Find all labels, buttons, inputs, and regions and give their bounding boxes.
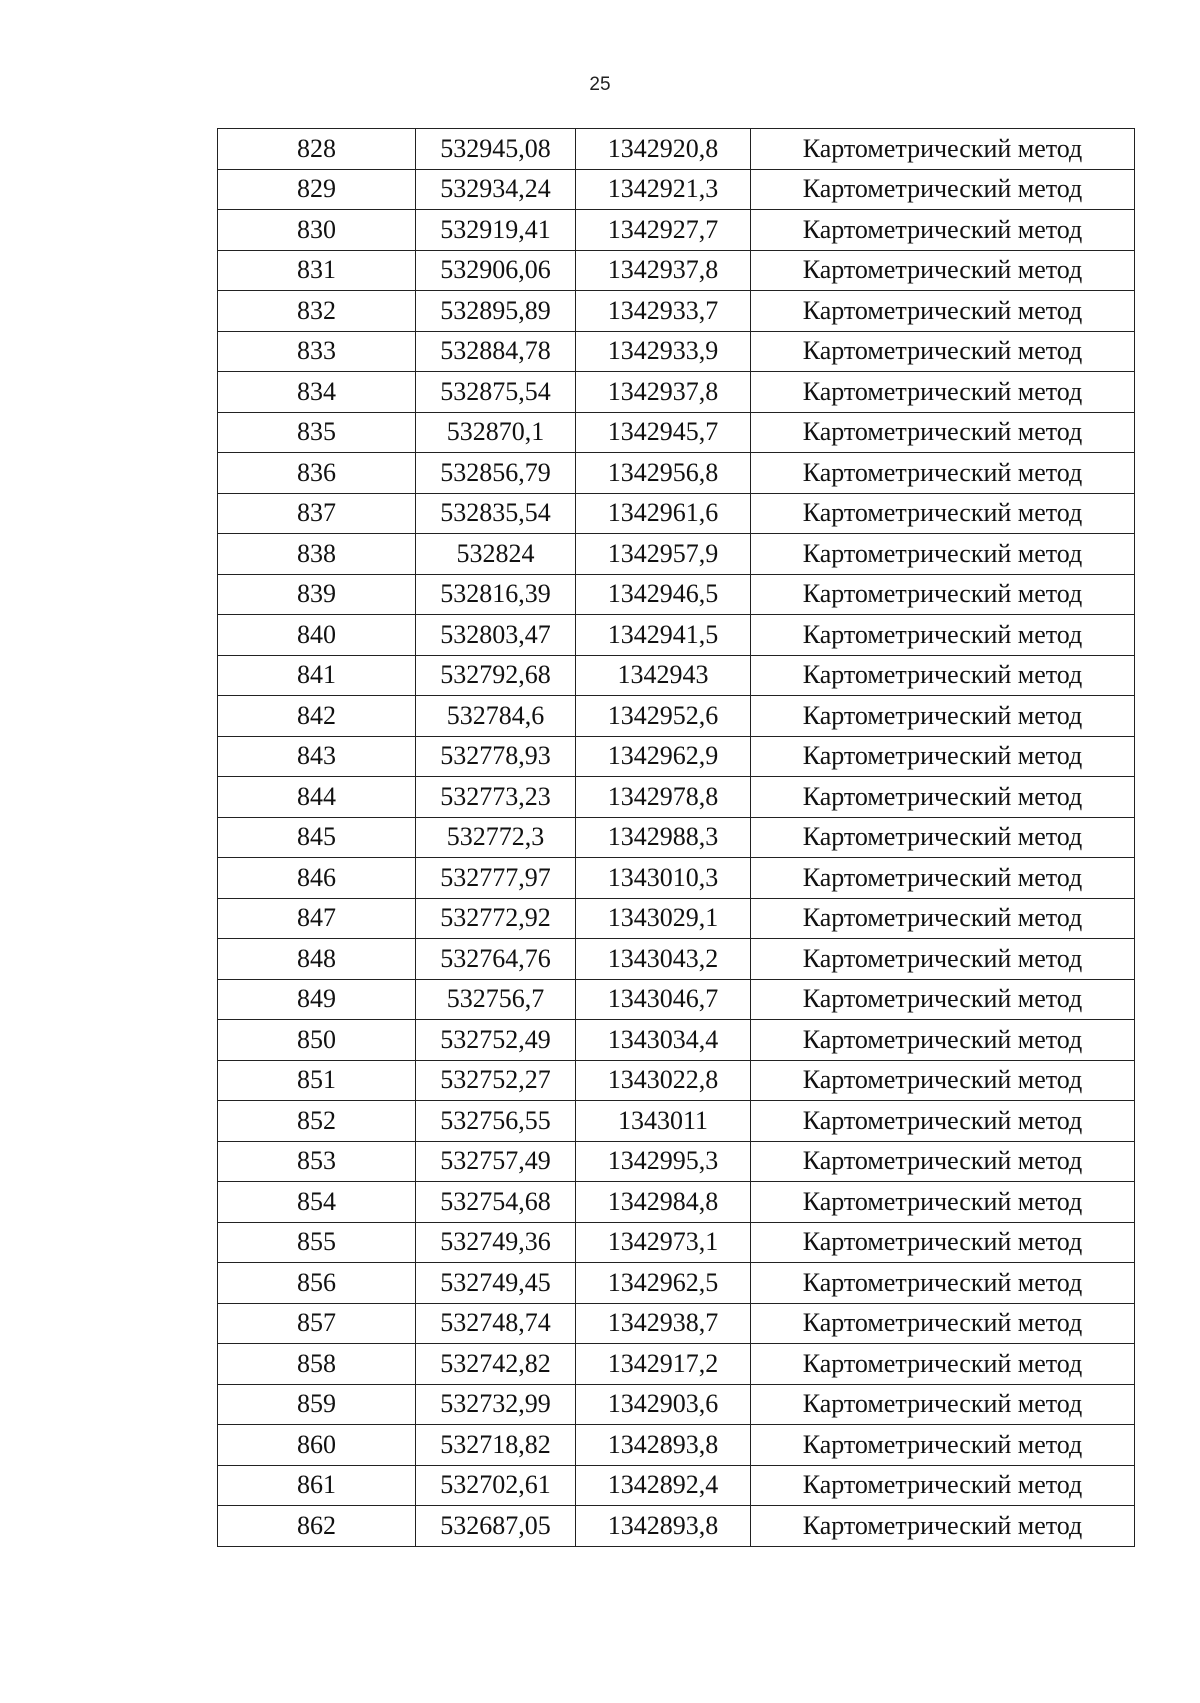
x-coordinate-cell: 532772,92 [416, 898, 576, 939]
table-row [218, 331, 1135, 372]
x-coordinate-cell: 532777,97 [416, 858, 576, 899]
y-coordinate-cell: 1342933,7 [576, 291, 751, 332]
y-coordinate-cell: 1342920,8 [576, 129, 751, 170]
table-row [218, 210, 1135, 251]
x-coordinate-cell: 532778,93 [416, 736, 576, 777]
table-row [218, 574, 1135, 615]
table-row [218, 736, 1135, 777]
point-number-cell: 854 [218, 1182, 416, 1223]
table-row [218, 939, 1135, 980]
point-number-cell: 858 [218, 1344, 416, 1385]
y-coordinate-cell: 1342988,3 [576, 817, 751, 858]
x-coordinate-cell: 532835,54 [416, 493, 576, 534]
table-row [218, 655, 1135, 696]
x-coordinate-cell: 532756,55 [416, 1101, 576, 1142]
table-row [218, 696, 1135, 737]
x-coordinate-cell: 532756,7 [416, 979, 576, 1020]
x-coordinate-cell: 532732,99 [416, 1384, 576, 1425]
table-row [218, 453, 1135, 494]
point-number-cell: 851 [218, 1060, 416, 1101]
x-coordinate-cell: 532764,76 [416, 939, 576, 980]
point-number-cell: 850 [218, 1020, 416, 1061]
method-cell: Картометрический метод [751, 1465, 1135, 1506]
y-coordinate-cell: 1343022,8 [576, 1060, 751, 1101]
method-cell: Картометрический метод [751, 453, 1135, 494]
point-number-cell: 844 [218, 777, 416, 818]
point-number-cell: 840 [218, 615, 416, 656]
y-coordinate-cell: 1342957,9 [576, 534, 751, 575]
y-coordinate-cell: 1342937,8 [576, 250, 751, 291]
x-coordinate-cell: 532906,06 [416, 250, 576, 291]
x-coordinate-cell: 532824 [416, 534, 576, 575]
method-cell: Картометрический метод [751, 1344, 1135, 1385]
y-coordinate-cell: 1343034,4 [576, 1020, 751, 1061]
y-coordinate-cell: 1342903,6 [576, 1384, 751, 1425]
table-row [218, 169, 1135, 210]
table-row [218, 1141, 1135, 1182]
method-cell: Картометрический метод [751, 615, 1135, 656]
point-number-cell: 846 [218, 858, 416, 899]
point-number-cell: 831 [218, 250, 416, 291]
y-coordinate-cell: 1342921,3 [576, 169, 751, 210]
method-cell: Картометрический метод [751, 736, 1135, 777]
y-coordinate-cell: 1342945,7 [576, 412, 751, 453]
method-cell: Картометрический метод [751, 210, 1135, 251]
point-number-cell: 849 [218, 979, 416, 1020]
point-number-cell: 848 [218, 939, 416, 980]
y-coordinate-cell: 1342943 [576, 655, 751, 696]
point-number-cell: 832 [218, 291, 416, 332]
y-coordinate-cell: 1342938,7 [576, 1303, 751, 1344]
table-row [218, 898, 1135, 939]
point-number-cell: 862 [218, 1506, 416, 1547]
y-coordinate-cell: 1342984,8 [576, 1182, 751, 1223]
x-coordinate-cell: 532875,54 [416, 372, 576, 413]
table-row [218, 777, 1135, 818]
y-coordinate-cell: 1342946,5 [576, 574, 751, 615]
point-number-cell: 834 [218, 372, 416, 413]
method-cell: Картометрический метод [751, 1101, 1135, 1142]
method-cell: Картометрический метод [751, 655, 1135, 696]
method-cell: Картометрический метод [751, 1263, 1135, 1304]
table-row [218, 1020, 1135, 1061]
table-row [218, 979, 1135, 1020]
x-coordinate-cell: 532772,3 [416, 817, 576, 858]
table-row [218, 372, 1135, 413]
y-coordinate-cell: 1343011 [576, 1101, 751, 1142]
x-coordinate-cell: 532752,27 [416, 1060, 576, 1101]
table-row [218, 291, 1135, 332]
y-coordinate-cell: 1342941,5 [576, 615, 751, 656]
x-coordinate-cell: 532749,36 [416, 1222, 576, 1263]
table-row [218, 1344, 1135, 1385]
method-cell: Картометрический метод [751, 1384, 1135, 1425]
method-cell: Картометрический метод [751, 1425, 1135, 1466]
table-row [218, 1384, 1135, 1425]
x-coordinate-cell: 532702,61 [416, 1465, 576, 1506]
table-row [218, 1425, 1135, 1466]
point-number-cell: 857 [218, 1303, 416, 1344]
table-row [218, 493, 1135, 534]
x-coordinate-cell: 532752,49 [416, 1020, 576, 1061]
table-row [218, 1182, 1135, 1223]
table-row [218, 1303, 1135, 1344]
point-number-cell: 836 [218, 453, 416, 494]
method-cell: Картометрический метод [751, 412, 1135, 453]
point-number-cell: 835 [218, 412, 416, 453]
method-cell: Картометрический метод [751, 493, 1135, 534]
y-coordinate-cell: 1342927,7 [576, 210, 751, 251]
x-coordinate-cell: 532749,45 [416, 1263, 576, 1304]
x-coordinate-cell: 532773,23 [416, 777, 576, 818]
table-row [218, 412, 1135, 453]
y-coordinate-cell: 1342893,8 [576, 1506, 751, 1547]
y-coordinate-cell: 1342978,8 [576, 777, 751, 818]
coordinates-table [217, 128, 1135, 1547]
point-number-cell: 852 [218, 1101, 416, 1142]
point-number-cell: 845 [218, 817, 416, 858]
x-coordinate-cell: 532784,6 [416, 696, 576, 737]
x-coordinate-cell: 532792,68 [416, 655, 576, 696]
method-cell: Картометрический метод [751, 696, 1135, 737]
point-number-cell: 842 [218, 696, 416, 737]
point-number-cell: 853 [218, 1141, 416, 1182]
y-coordinate-cell: 1342933,9 [576, 331, 751, 372]
y-coordinate-cell: 1343046,7 [576, 979, 751, 1020]
y-coordinate-cell: 1342892,4 [576, 1465, 751, 1506]
x-coordinate-cell: 532934,24 [416, 169, 576, 210]
method-cell: Картометрический метод [751, 331, 1135, 372]
x-coordinate-cell: 532742,82 [416, 1344, 576, 1385]
point-number-cell: 829 [218, 169, 416, 210]
y-coordinate-cell: 1343010,3 [576, 858, 751, 899]
y-coordinate-cell: 1342917,2 [576, 1344, 751, 1385]
x-coordinate-cell: 532754,68 [416, 1182, 576, 1223]
coordinates-table-body [218, 129, 1135, 1547]
method-cell: Картометрический метод [751, 372, 1135, 413]
method-cell: Картометрический метод [751, 1182, 1135, 1223]
y-coordinate-cell: 1342961,6 [576, 493, 751, 534]
method-cell: Картометрический метод [751, 1222, 1135, 1263]
method-cell: Картометрический метод [751, 1141, 1135, 1182]
x-coordinate-cell: 532718,82 [416, 1425, 576, 1466]
method-cell: Картометрический метод [751, 1020, 1135, 1061]
method-cell: Картометрический метод [751, 250, 1135, 291]
x-coordinate-cell: 532816,39 [416, 574, 576, 615]
x-coordinate-cell: 532856,79 [416, 453, 576, 494]
method-cell: Картометрический метод [751, 169, 1135, 210]
method-cell: Картометрический метод [751, 1506, 1135, 1547]
point-number-cell: 833 [218, 331, 416, 372]
x-coordinate-cell: 532895,89 [416, 291, 576, 332]
point-number-cell: 841 [218, 655, 416, 696]
x-coordinate-cell: 532687,05 [416, 1506, 576, 1547]
y-coordinate-cell: 1342893,8 [576, 1425, 751, 1466]
x-coordinate-cell: 532748,74 [416, 1303, 576, 1344]
point-number-cell: 856 [218, 1263, 416, 1304]
x-coordinate-cell: 532757,49 [416, 1141, 576, 1182]
table-row [218, 615, 1135, 656]
point-number-cell: 847 [218, 898, 416, 939]
table-row [218, 817, 1135, 858]
method-cell: Картометрический метод [751, 574, 1135, 615]
table-row [218, 534, 1135, 575]
method-cell: Картометрический метод [751, 534, 1135, 575]
x-coordinate-cell: 532803,47 [416, 615, 576, 656]
y-coordinate-cell: 1342956,8 [576, 453, 751, 494]
method-cell: Картометрический метод [751, 291, 1135, 332]
point-number-cell: 855 [218, 1222, 416, 1263]
y-coordinate-cell: 1342962,9 [576, 736, 751, 777]
y-coordinate-cell: 1342995,3 [576, 1141, 751, 1182]
table-row [218, 1101, 1135, 1142]
table-row [218, 250, 1135, 291]
method-cell: Картометрический метод [751, 939, 1135, 980]
y-coordinate-cell: 1343029,1 [576, 898, 751, 939]
point-number-cell: 860 [218, 1425, 416, 1466]
method-cell: Картометрический метод [751, 129, 1135, 170]
x-coordinate-cell: 532919,41 [416, 210, 576, 251]
point-number-cell: 837 [218, 493, 416, 534]
page-number: 25 [589, 74, 611, 95]
y-coordinate-cell: 1342962,5 [576, 1263, 751, 1304]
y-coordinate-cell: 1342973,1 [576, 1222, 751, 1263]
method-cell: Картометрический метод [751, 979, 1135, 1020]
point-number-cell: 828 [218, 129, 416, 170]
table-row [218, 1263, 1135, 1304]
y-coordinate-cell: 1343043,2 [576, 939, 751, 980]
point-number-cell: 839 [218, 574, 416, 615]
method-cell: Картометрический метод [751, 1303, 1135, 1344]
table-row [218, 1465, 1135, 1506]
table-row [218, 1060, 1135, 1101]
x-coordinate-cell: 532884,78 [416, 331, 576, 372]
y-coordinate-cell: 1342937,8 [576, 372, 751, 413]
method-cell: Картометрический метод [751, 1060, 1135, 1101]
point-number-cell: 830 [218, 210, 416, 251]
point-number-cell: 843 [218, 736, 416, 777]
method-cell: Картометрический метод [751, 817, 1135, 858]
table-row [218, 129, 1135, 170]
x-coordinate-cell: 532870,1 [416, 412, 576, 453]
point-number-cell: 859 [218, 1384, 416, 1425]
y-coordinate-cell: 1342952,6 [576, 696, 751, 737]
method-cell: Картометрический метод [751, 858, 1135, 899]
table-row [218, 858, 1135, 899]
table-row [218, 1506, 1135, 1547]
method-cell: Картометрический метод [751, 898, 1135, 939]
method-cell: Картометрический метод [751, 777, 1135, 818]
table-row [218, 1222, 1135, 1263]
point-number-cell: 861 [218, 1465, 416, 1506]
x-coordinate-cell: 532945,08 [416, 129, 576, 170]
point-number-cell: 838 [218, 534, 416, 575]
